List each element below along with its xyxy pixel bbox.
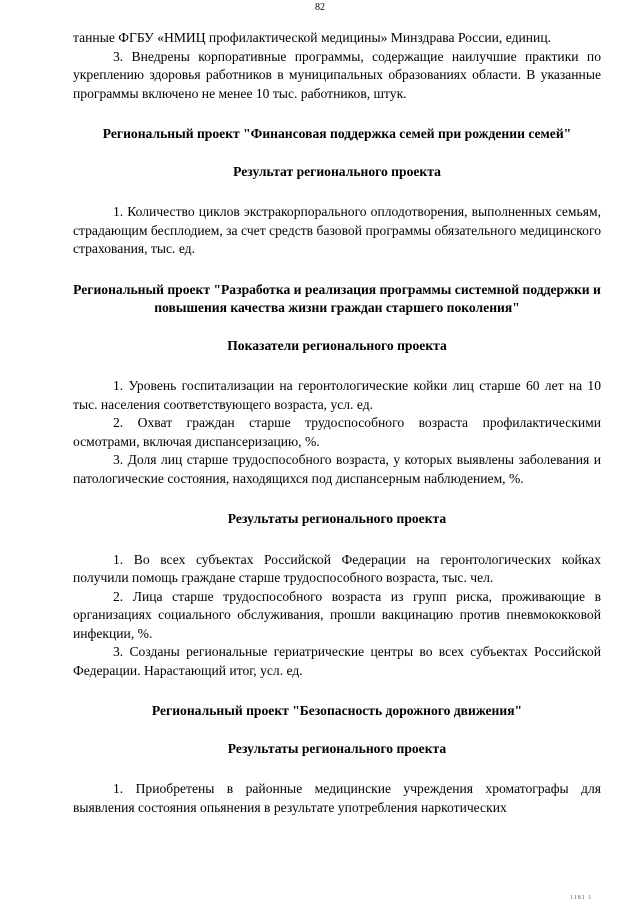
- section-heading: Региональный проект "Разработка и реализация программы системной поддержки и повышения качества жизни граждан старшего поколения": [73, 281, 601, 315]
- section-heading: Результат регионального проекта: [233, 163, 441, 179]
- paragraph: 1. Уровень госпитализации на геронтологические койки лиц старше 60 лет на 10 тыс. населения соответствующего возраста, усл. ед.: [73, 378, 601, 412]
- document-body: [73, 29, 601, 817]
- section-heading: Региональный проект "Безопасность дорожного движения": [151, 703, 523, 718]
- paragraph: 1. Во всех субъектах Российской Федерации на геронтологических койках получили помощь граждане старше трудоспособного возраста, тыс. чел.: [73, 551, 601, 585]
- paragraph: 1. Количество циклов экстракорпорального оплодотворения, выполненных семьям, страдающим бесплодием, за счет средств базовой программы обязательного медицинского страхования, тыс. ед.: [73, 204, 601, 256]
- paragraph: 3. Доля лиц старше трудоспособного возраста, у которых выявлены заболевания и патологические состояния, находящихся под диспансерным наблюдением, %.: [73, 452, 601, 486]
- paragraph: 1. Приобретены в районные медицинские учреждения хроматографы для выявления состояния опьянения в результате употребления наркотических: [73, 781, 601, 815]
- section-heading: Результаты регионального проекта: [227, 511, 447, 526]
- footer-mark: 1181 1: [570, 895, 593, 901]
- section-heading: Результаты регионального проекта: [227, 740, 447, 756]
- paragraph: танные ФГБУ «НМИЦ профилактической медицины» Минздрава России, единиц.: [73, 30, 551, 45]
- section-heading: Региональный проект "Финансовая поддержка семей при рождении семей": [102, 126, 572, 141]
- paragraph: 2. Лица старше трудоспособного возраста из групп риска, проживающие в организациях социального обслуживания, прошли вакцинацию против пневмококковой инфекции, %.: [73, 588, 601, 641]
- section-heading: Показатели регионального проекта: [227, 337, 447, 353]
- page-number: 82: [315, 2, 325, 13]
- paragraph: 3. Созданы региональные гериатрические центры во всех субъектах Российской Федерации. Нарастающий итог, усл. ед.: [73, 644, 601, 678]
- paragraph: 2. Охват граждан старше трудоспособного возраста профилактическими осмотрами, включая диспансеризацию, %.: [73, 415, 601, 449]
- paragraph: 3. Внедрены корпоративные программы, содержащие наилучшие практики по укреплению здоровья работников в муниципальных образованиях области. В указанные программы включено не менее 10 тыс. работников, штук.: [73, 48, 601, 101]
